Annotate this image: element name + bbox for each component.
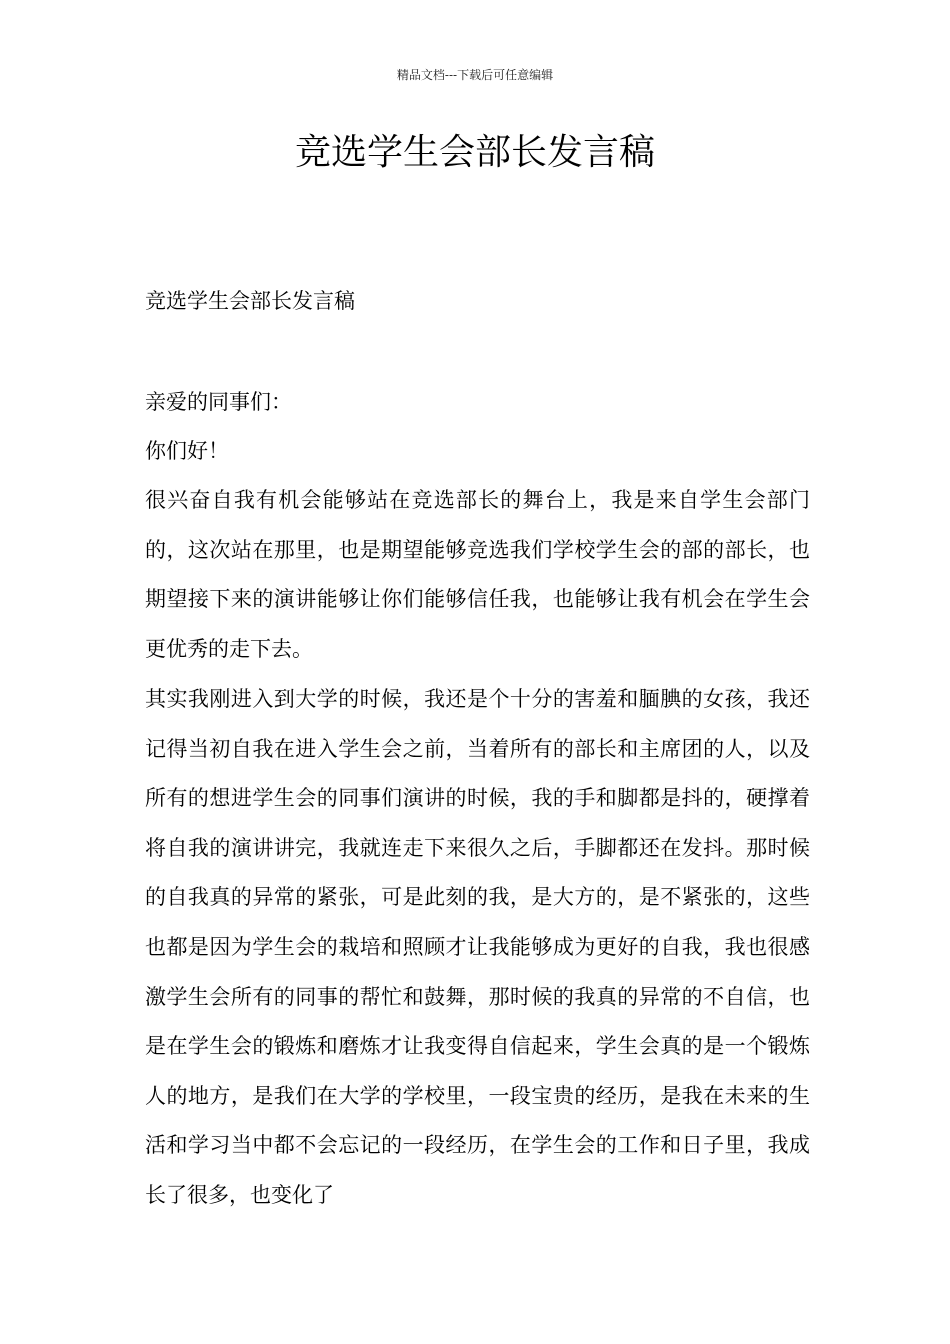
paragraph-1: 很兴奋自我有机会能够站在竞选部长的舞台上，我是来自学生会部门的，这次站在那里，也是期望能够竞选我们学校学生会的部的部长，也期望接下来的演讲能够让你们能够信任我，也能够让我有机会在学生会更优秀的走下去。 bbox=[145, 488, 810, 661]
hello-line: 你们好！ bbox=[145, 439, 229, 463]
greeting-line: 亲爱的同事们： bbox=[145, 390, 292, 414]
document-subtitle: 竞选学生会部长发言稿 bbox=[145, 289, 355, 313]
document-title: 竞选学生会部长发言稿 bbox=[294, 132, 655, 173]
paragraph-2: 其实我刚进入到大学的时候，我还是个十分的害羞和腼腆的女孩，我还记得当初自我在进入学生会之前，当着所有的部长和主席团的人，以及所有的想进学生会的同事们演讲的时候，我的手和脚都是抖的，硬撑着将自我的演讲讲完，我就连走下来很久之后，手脚都还在发抖。那时候的自我真的异常的紧张，可是此刻的我，是大方的，是不紧张的，这些也都是因为学生会的栽培和照顾才让我能够成为更好的自我，我也很感激学生会所有的同事的帮忙和鼓舞，那时候的我真的异常的不自信，也是在学生会的锻炼和磨炼才让我变得自信起来，学生会真的是一个锻炼人的地方，是我们在大学的学校里，一段宝贵的经历，是我在未来的生活和学习当中都不会忘记的一段经历，在学生会的工作和日子里，我成长了很多，也变化了 bbox=[145, 687, 810, 1207]
header-note: 精品文档---下载后可任意编辑 bbox=[396, 68, 554, 82]
